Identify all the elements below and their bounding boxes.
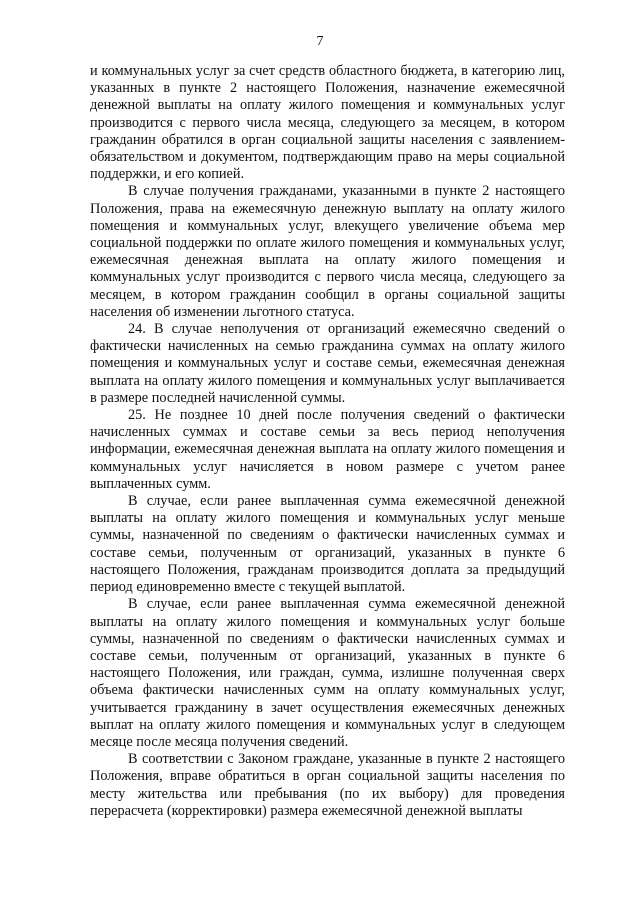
paragraph-clause-25: 25. Не позднее 10 дней после получения сведений о фактически начисленных суммах и составе семьи за весь период неполучения информации, ежемесячная денежная выплата на оплату жилого помещения и коммунальных услуг начисляется в новом размере с учетом ранее выплаченных сумм. (90, 407, 565, 492)
paragraph-continuation: и коммунальных услуг за счет средств областного бюджета, в категорию лиц, указанных в пункте 2 настоящего Положения, назначение ежемесячной денежной выплаты на оплату жилого помещения и коммунальных услуг производится с первого числа месяца, следующего за месяцем, в котором гражданин обратился в орган социальной защиты населения с заявлением-обязательством и документом, подтверждающим право на меры социальной поддержки, и его копией. (90, 63, 565, 183)
document-body (90, 63, 565, 820)
paragraph-recalculation: В соответствии с Законом граждане, указанные в пункте 2 настоящего Положения, вправе обратиться в орган социальной защиты населения по месту жительства или пребывания (по их выбору) для проведения перерасчета (корректировки) размера ежемесячной денежной выплаты (90, 751, 565, 819)
paragraph-clause-24: 24. В случае неполучения от организаций ежемесячно сведений о фактически начисленных на семью гражданина суммах на оплату жилого помещения и коммунальных услуг и составе семьи, ежемесячная денежная выплата на оплату жилого помещения и коммунальных услуг выплачивается в размере последней начисленной суммы. (90, 321, 565, 406)
paragraph-overpayment: В случае, если ранее выплаченная сумма ежемесячной денежной выплаты на оплату жилого помещения и коммунальных услуг больше суммы, назначенной по сведениям о фактически начисленных суммах и составе семьи, полученным от организаций, указанных в пункте 6 настоящего Положения, или граждан, сумма, излишне полученная сверх объема фактически начисленных сумм на оплату коммунальных услуг, учитывается гражданину в зачет осуществления ежемесячных денежных выплат на оплату жилого помещения и коммунальных услуг в следующем месяце после месяца получения сведений. (90, 596, 565, 750)
paragraph-underpayment: В случае, если ранее выплаченная сумма ежемесячной денежной выплаты на оплату жилого помещения и коммунальных услуг меньше суммы, назначенной по сведениям о фактически начисленных суммах и составе семьи, полученным от организаций, указанных в пункте 6 настоящего Положения, гражданам производится доплата за предыдущий период единовременно вместе с текущей выплатой. (90, 493, 565, 596)
paragraph-status-change: В случае получения гражданами, указанными в пункте 2 настоящего Положения, права на ежемесячную денежную выплату на оплату жилого помещения и коммунальных услуг, влекущего увеличение объема мер социальной поддержки по оплате жилого помещения и коммунальных услуг, ежемесячная денежная выплата на оплату жилого помещения и коммунальных услуг производится с первого числа месяца, следующего за месяцем, в котором гражданин сообщил в органы социальной защиты населения об изменении льготного статуса. (90, 183, 565, 320)
page-number: 7 (316, 34, 324, 49)
